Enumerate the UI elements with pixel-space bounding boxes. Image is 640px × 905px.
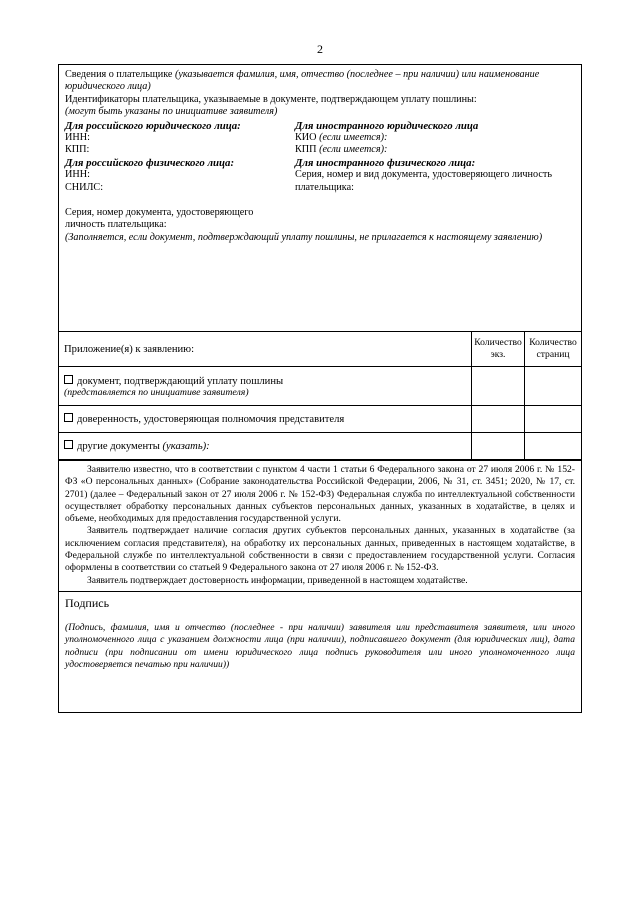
payer-document-block	[65, 207, 575, 244]
signature-note: (Подпись, фамилия, имя и отчество (последнее - при наличии) заявителя или представителя заявителя, или иного уполномоченного лица с указанием должности лица (при наличии), подписавшего документ (для юридических лиц), дата подписи (при подписании от имени юридического лица подпись руководителя или иного уполномоченного лица удостоверяется печатью при наличии))	[65, 621, 575, 671]
attachment-poa-cell	[59, 406, 472, 433]
payer-document-hint: (Заполняется, если документ, подтверждающий уплату пошлины, не прилагается к настоящему заявлению)	[65, 231, 543, 243]
payer-section	[59, 65, 581, 332]
foreign-legal-kpp-hint: (если имеется):	[319, 144, 388, 156]
attachments-header-row	[59, 332, 581, 367]
page-number: 2	[317, 42, 323, 56]
attachment-row-payment	[59, 367, 581, 406]
other-pages-cell[interactable]	[525, 433, 582, 460]
consent-paragraph-1: Заявителю известно, что в соответствии с пунктом 4 части 1 статьи 6 Федерального закона от 27 июля 2006 г. № 152-ФЗ «О персональных данных» (Собрание законодательства Российской Федерации, 2006, № 31, ст. 3451; 2020, № 17, ст. 2701) (далее – Федеральный закон от 27 июля 2006 г. № 152-ФЗ) Федеральная служба по интеллектуальной собственности осуществляет обработку персональных данных субъектов персональных данных, указанных в ходатайстве, в целях и объеме, необходимых для предоставления государственной услуги.	[65, 464, 575, 525]
consent-section	[59, 461, 581, 592]
pages-column-header: Количество страниц	[525, 332, 582, 367]
attachment-poa-label: доверенность, удостоверяющая полномочия представителя	[77, 414, 345, 425]
foreign-legal-title: Для иностранного юридического лица	[295, 119, 479, 132]
other-documents-checkbox[interactable]	[64, 440, 73, 449]
payment-pages-cell[interactable]	[525, 367, 582, 406]
attachment-payment-line	[64, 375, 466, 387]
attachment-payment-hint: (представляется по инициативе заявителя)	[64, 386, 249, 398]
foreign-legal-kpp	[295, 144, 575, 156]
foreign-person-title: Для иностранного физического лица:	[295, 156, 476, 169]
payer-identifiers-hint: (могут быть указаны по инициативе заявителя)	[65, 106, 278, 118]
application-form	[58, 64, 582, 713]
payer-document-label-2: личность плательщика:	[65, 219, 167, 231]
payer-info-label: Сведения о плательщике	[65, 69, 173, 80]
attachments-section	[59, 332, 581, 461]
foreign-legal-kpp-label: КПП	[295, 144, 317, 156]
poa-copies-cell[interactable]	[472, 406, 525, 433]
ru-person-title: Для российского физического лица:	[65, 156, 235, 169]
identifier-columns	[65, 120, 575, 194]
attachments-table	[59, 332, 581, 460]
payer-info-hint: (указывается фамилия, имя, отчество (последнее – при наличии) или наименование юридического лица)	[65, 69, 540, 93]
consent-paragraph-3: Заявитель подтверждает достоверность информации, приведенной в настоящем ходатайстве.	[87, 574, 468, 586]
identifier-column-left	[65, 120, 295, 194]
other-copies-cell[interactable]	[472, 433, 525, 460]
attachment-row-other	[59, 433, 581, 460]
copies-column-header: Количество экз.	[472, 332, 525, 367]
ru-person-inn: ИНН:	[65, 169, 90, 181]
ru-legal-kpp: КПП:	[65, 144, 90, 156]
attachment-other-hint: (указать):	[162, 441, 210, 452]
attachment-payment-label: документ, подтверждающий уплату пошлины	[77, 375, 284, 387]
payer-info-line	[65, 69, 575, 94]
attachment-other-cell	[59, 433, 472, 460]
attachments-header: Приложение(я) к заявлению:	[59, 332, 472, 367]
foreign-legal-kio	[295, 132, 575, 144]
payment-checkbox[interactable]	[64, 375, 73, 384]
attachment-payment-cell	[59, 367, 472, 406]
signature-section	[59, 592, 581, 712]
foreign-legal-kio-label: КИО	[295, 132, 317, 144]
ru-person-snils: СНИЛС:	[65, 181, 104, 193]
payment-copies-cell[interactable]	[472, 367, 525, 406]
consent-paragraph-2: Заявитель подтверждает наличие согласия других субъектов персональных данных, указанных в ходатайстве (за исключением согласия представителя), на обработку их персональных данных, приведенных в настоящем ходатайстве, в Федеральной службе по интеллектуальной собственности в связи с предоставлением государственной услуги. Согласия оформлены в соответствии со статьей 9 Федерального закона от 27 июля 2006 г. № 152-ФЗ.	[65, 525, 575, 574]
ru-legal-title: Для российского юридического лица:	[65, 119, 241, 132]
identifier-column-right	[295, 120, 575, 194]
attachment-row-power-of-attorney	[59, 406, 581, 433]
payer-document-label-1: Серия, номер документа, удостоверяющего	[65, 207, 254, 219]
power-of-attorney-checkbox[interactable]	[64, 413, 73, 422]
foreign-person-document: Серия, номер и вид документа, удостоверяющего личность плательщика:	[295, 169, 552, 193]
poa-pages-cell[interactable]	[525, 406, 582, 433]
attachment-other-label: другие документы	[77, 441, 160, 452]
foreign-legal-kio-hint: (если имеется):	[319, 132, 388, 144]
ru-legal-inn: ИНН:	[65, 132, 90, 144]
signature-title: Подпись	[65, 595, 110, 610]
payer-identifiers-label: Идентификаторы плательщика, указываемые в документе, подтверждающем уплату пошлины:	[65, 93, 477, 105]
